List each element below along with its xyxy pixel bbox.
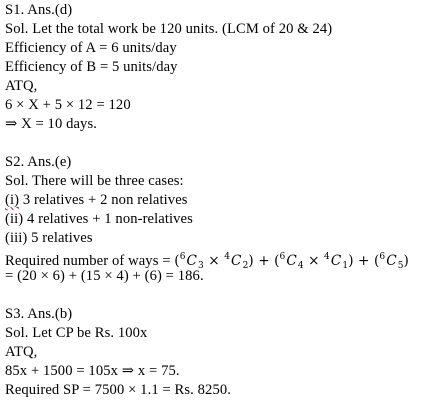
s3-answer: Required SP = 7500 × 1.1 = Rs. 8250. xyxy=(5,382,231,398)
s1-heading: S1. Ans.(d) xyxy=(5,2,73,18)
s1-equation: 6 × X + 5 × 12 = 120 xyxy=(5,97,131,113)
combination-formula: $(^6C_3 \times ^4C_2) + (^6C_4 \times ^4C_1) + (^6C_5)$ xyxy=(174,252,409,271)
s2-heading: S2. Ans.(e) xyxy=(5,154,72,170)
s3-solution-line: Sol. Let CP be Rs. 100x xyxy=(5,325,148,341)
s2-case-1-marker: (i) xyxy=(5,192,20,208)
s2-case-2: (ii) 4 relatives + 1 non-relatives xyxy=(5,211,193,227)
s3-heading: S3. Ans.(b) xyxy=(5,306,73,322)
s2-case-1-text: 3 relatives + 2 non relatives xyxy=(19,192,188,208)
s1-atq: ATQ, xyxy=(5,78,38,94)
s1-efficiency-a: Efficiency of A = 6 units/day xyxy=(5,40,177,56)
s2-case-1 xyxy=(5,191,188,210)
s1-answer: ⇒ X = 10 days. xyxy=(5,116,97,132)
s3-equation: 85x + 1500 = 105x ⇒ x = 75. xyxy=(5,363,180,379)
s2-case-3: (iii) 5 relatives xyxy=(5,230,93,246)
s3-atq: ATQ, xyxy=(5,344,38,360)
s2-solution-line: Sol. There will be three cases: xyxy=(5,173,184,189)
s1-efficiency-b: Efficiency of B = 5 units/day xyxy=(5,59,178,75)
s1-solution-line: Sol. Let the total work be 120 units. (LCM of 20 & 24) xyxy=(5,21,333,37)
s2-result: = (20 × 6) + (15 × 4) + (6) = 186. xyxy=(5,268,204,284)
s2-ways-prefix: Required number of ways = xyxy=(5,253,175,269)
